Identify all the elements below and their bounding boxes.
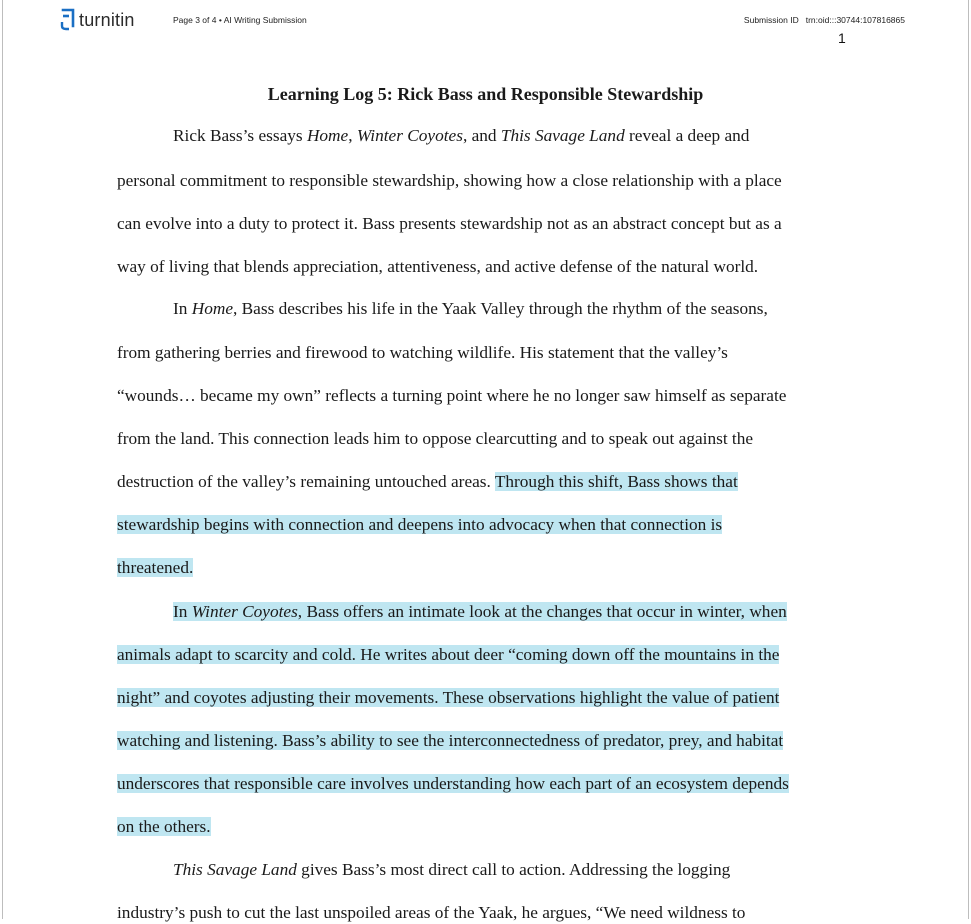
text-line: personal commitment to responsible stewardship, showing how a close relationship with a place [117,171,782,190]
submission-id-value: trn:oid:::30744:107816865 [805,15,905,25]
document-title: Learning Log 5: Rick Bass and Responsible Stewardship [267,84,704,104]
text-line: In Home, Bass describes his life in the Yaak Valley through the rhythm of the seasons, [173,299,768,318]
report-header [0,0,971,60]
ai-highlight[interactable]: threatened. [117,558,194,577]
text-line [117,687,779,709]
ai-highlight[interactable]: Through this shift, Bass shows that [494,472,738,491]
text-line: way of living that blends appreciation, attentiveness, and active defense of the natural world. [117,257,759,276]
ai-highlight[interactable]: night” and coyotes adjusting their movements. These observations highlight the value of patient [117,688,780,707]
text-line: “wounds… became my own” reflects a turning point where he no longer saw himself as separate [117,386,787,405]
text-line [117,644,779,666]
logo-text: turnitin [79,9,135,30]
ai-highlight[interactable]: stewardship begins with connection and deepens into advocacy when that connection is [117,515,723,534]
text-line [117,773,789,795]
page-border-left [2,0,3,919]
ai-highlight[interactable]: on the others. [117,817,211,836]
ai-highlight[interactable]: watching and listening. Bass’s ability to see the interconnectedness of predator, prey, and habitat [117,731,784,750]
ai-highlight[interactable]: animals adapt to scarcity and cold. He writes about deer “coming down off the mountains in the [117,645,780,664]
text-line [117,557,193,579]
turnitin-logo-icon [60,8,76,32]
page-number: 1 [838,30,846,46]
page-border-right [968,0,969,919]
text-line: destruction of the valley’s remaining untouched areas. Through this shift, Bass shows that [117,472,738,491]
text-line: industry’s push to cut the last unspoiled areas of the Yaak, he argues, “We need wildness to [117,903,746,922]
turnitin-logo [60,6,135,34]
ai-highlight[interactable]: underscores that responsible care involves understanding how each part of an ecosystem depends [117,774,789,793]
text-line: Rick Bass’s essays Home, Winter Coyotes, and This Savage Land reveal a deep and [173,126,750,145]
ai-highlight[interactable]: In Winter Coyotes, Bass offers an intimate look at the changes that occur in winter, when [173,602,787,621]
submission-id-label: Submission ID [743,15,799,25]
page-info: Page 3 of 4 • AI Writing Submission [173,15,307,25]
text-line [117,514,722,536]
text-line: from the land. This connection leads him to oppose clearcutting and to speak out against the [117,429,754,448]
text-line: from gathering berries and firewood to watching wildlife. His statement that the valley’s [117,343,728,362]
text-line [173,601,787,623]
text-line [117,816,211,838]
submission-id [744,15,905,25]
text-line [117,730,783,752]
text-line: can evolve into a duty to protect it. Bass presents stewardship not as an abstract concept but as a [117,214,782,233]
text-line: This Savage Land gives Bass’s most direct call to action. Addressing the logging [173,860,731,879]
